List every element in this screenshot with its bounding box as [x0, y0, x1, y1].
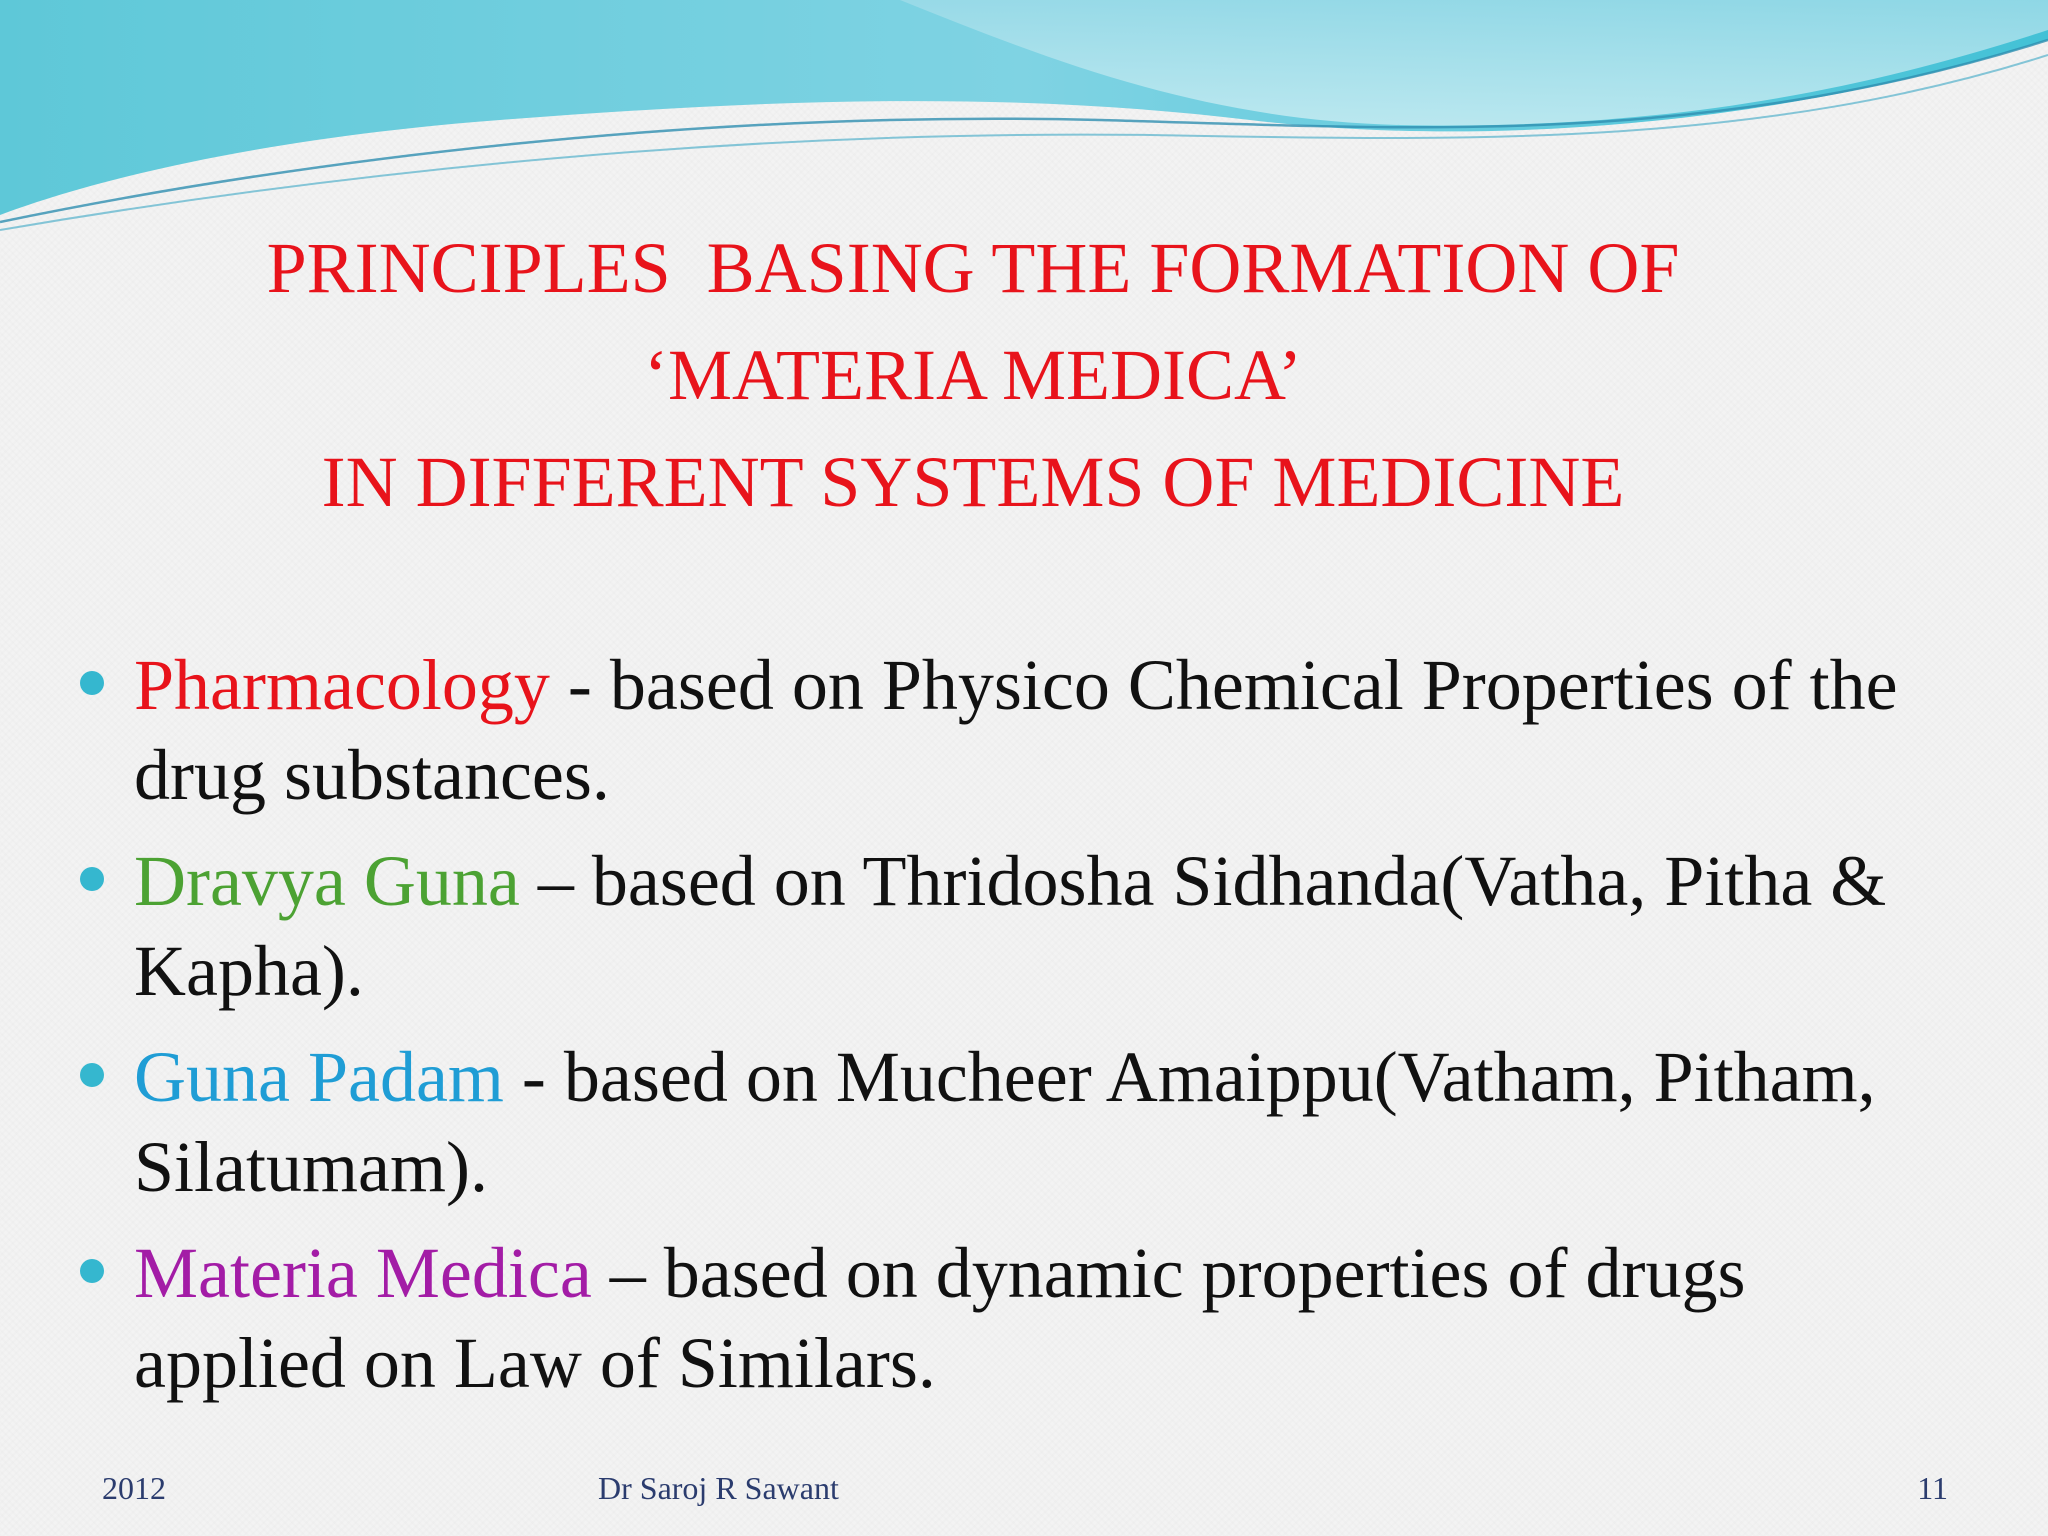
- bullet-text: - based on Physico Chemical Properties of the drug substances.: [134, 645, 1898, 815]
- bullet-dot-icon: [80, 1063, 104, 1087]
- bullet-term: Guna Padam: [134, 1037, 504, 1117]
- bullet-list: [0, 640, 2048, 1424]
- list-item: [0, 1228, 1934, 1408]
- bullet-term: Pharmacology: [134, 645, 550, 725]
- bullet-text: – based on Thridosha Sidhanda(Vatha, Pitha & Kapha).: [134, 841, 1887, 1011]
- bullet-dot-icon: [80, 1259, 104, 1283]
- page-number: 11: [1917, 1470, 1948, 1506]
- title-line-1: PRINCIPLES BASING THE FORMATION OF: [266, 228, 1680, 308]
- list-item: [0, 836, 1934, 1016]
- slide-title: [0, 215, 1946, 536]
- bullet-term: Materia Medica: [134, 1233, 592, 1313]
- bullet-text: - based on Mucheer Amaippu(Vatham, Pitham, Silatumam).: [134, 1037, 1876, 1207]
- title-line-2: ‘MATERIA MEDICA’: [644, 335, 1302, 415]
- bullet-dot-icon: [80, 867, 104, 891]
- list-item: [0, 640, 1934, 820]
- bullet-term: Dravya Guna: [134, 841, 520, 921]
- bullet-dot-icon: [80, 671, 104, 695]
- footer-year: 2012: [102, 1470, 166, 1506]
- title-line-3: IN DIFFERENT SYSTEMS OF MEDICINE: [321, 442, 1625, 522]
- bullet-text: – based on dynamic properties of drugs applied on Law of Similars.: [134, 1233, 1746, 1403]
- list-item: [0, 1032, 1934, 1212]
- footer-author: Dr Saroj R Sawant: [598, 1470, 839, 1506]
